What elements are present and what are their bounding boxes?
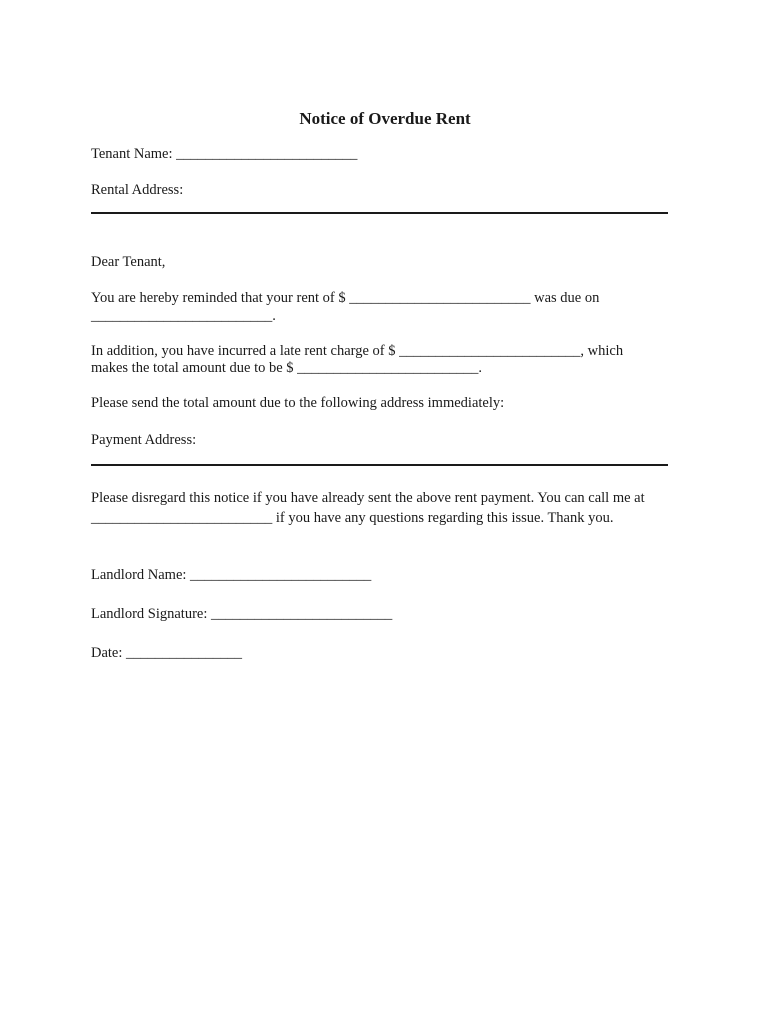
disregard-line-1: Please disregard this notice if you have already sent the above rent payment. You can call me at xyxy=(91,490,645,506)
reminder-line-1: You are hereby reminded that your rent of $ _________________________ was due on xyxy=(91,290,600,306)
disregard-line-2: _________________________ if you have any questions regarding this issue. Thank you. xyxy=(91,510,614,526)
reminder-line-2: _________________________. xyxy=(91,308,276,324)
send-instruction: Please send the total amount due to the following address immediately: xyxy=(91,395,505,411)
payment-address-line xyxy=(91,464,668,466)
landlord-signature-field: Landlord Signature: _________________________ xyxy=(91,606,393,622)
date-field: Date: ________________ xyxy=(91,645,243,661)
late-charge-line-1: In addition, you have incurred a late rent charge of $ _________________________, which xyxy=(91,343,624,359)
document-title: Notice of Overdue Rent xyxy=(299,109,471,128)
rental-address-line xyxy=(91,212,668,214)
rental-address-label: Rental Address: xyxy=(91,182,184,198)
greeting: Dear Tenant, xyxy=(91,254,166,270)
payment-address-label: Payment Address: xyxy=(91,432,197,448)
landlord-name-field: Landlord Name: _________________________ xyxy=(91,567,372,583)
tenant-name-field: Tenant Name: _________________________ xyxy=(91,146,358,162)
late-charge-line-2: makes the total amount due to be $ _________________________. xyxy=(91,360,483,376)
